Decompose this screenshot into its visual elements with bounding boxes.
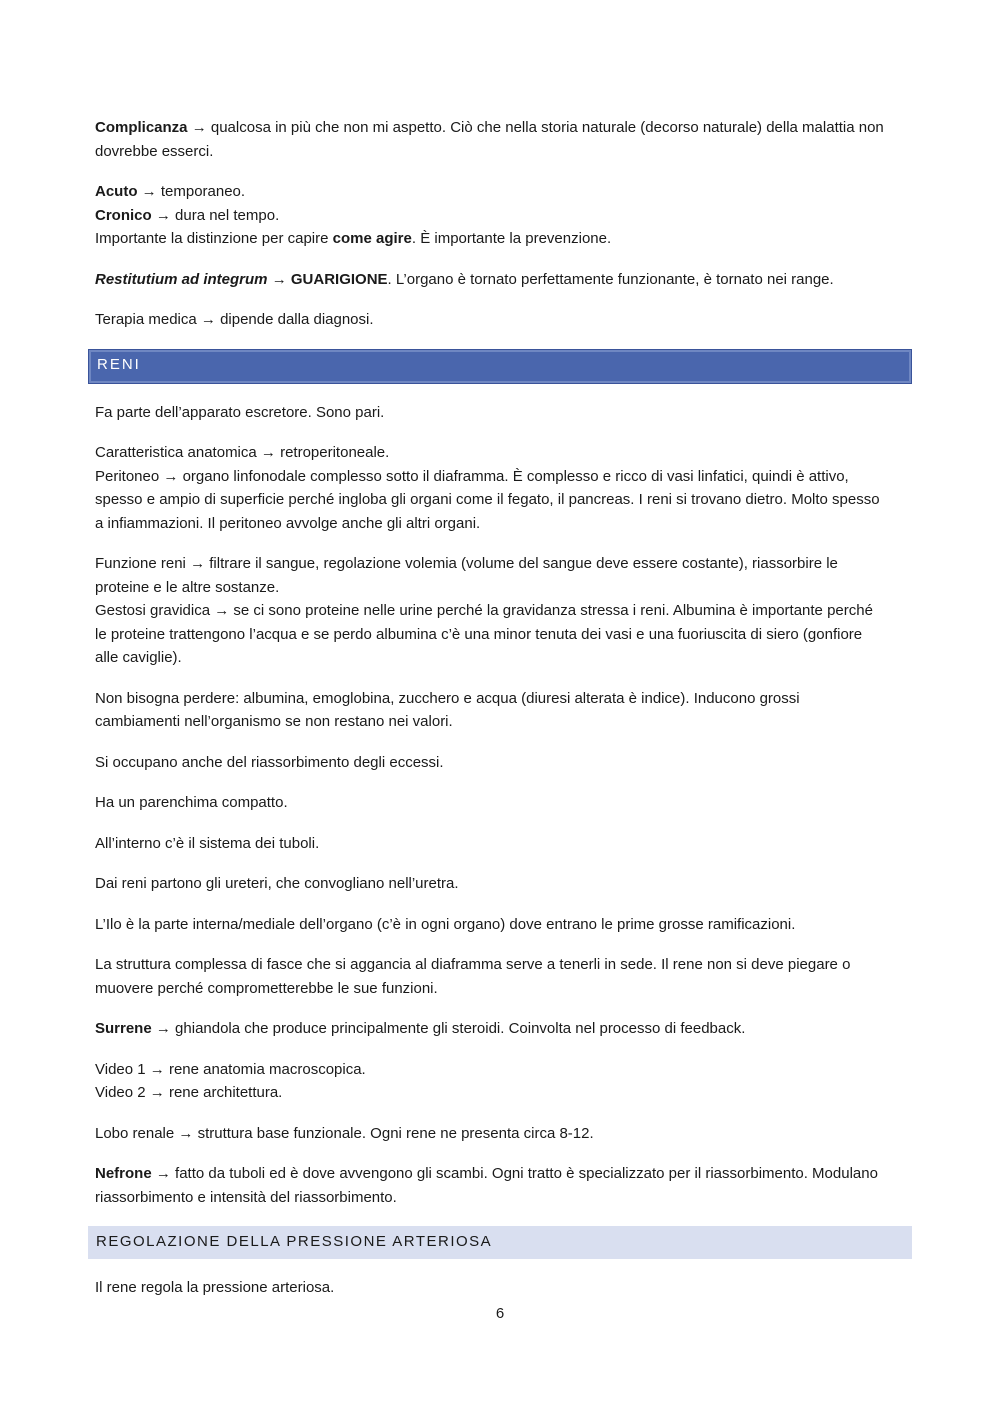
paragraph [95, 687, 905, 734]
arrow-icon: → [190, 555, 206, 572]
term-surrene: Surrene [95, 1020, 152, 1037]
term-nefrone: Nefrone [95, 1165, 152, 1182]
text-span: retroperitoneale. [280, 444, 390, 461]
arrow-icon: → [155, 1020, 171, 1037]
text-span: rene architettura. [168, 1084, 283, 1101]
paragraph [95, 791, 905, 815]
paragraph [95, 832, 905, 856]
arrow-icon: → [178, 1124, 194, 1142]
arrow-icon: → [200, 311, 216, 328]
arrow-icon: → [214, 602, 230, 619]
text-span: organo linfonodale complesso sotto il diaframma. È complesso e ricco di vasi linfatici, quindi è attivo, [182, 467, 849, 485]
text-span: Caratteristica anatomica [95, 444, 257, 461]
text-span: struttura base funzionale. Ogni rene ne presenta circa 8-12. [197, 1124, 594, 1142]
text-span: rene anatomia macroscopica. [168, 1060, 366, 1078]
text-span: filtrare il sangue, regolazione volemia (volume del sangue deve essere costante), riassorbire le [209, 555, 838, 572]
paragraph-funzione [95, 552, 905, 670]
paragraph [95, 401, 905, 425]
distinzione-bold: come agire [332, 230, 412, 247]
text-span: ghiandola che produce principalmente gli steroidi. Coinvolta nel processo di feedback. [175, 1020, 746, 1037]
document-page [95, 116, 905, 1317]
terapia-text-a: Terapia medica [95, 311, 197, 328]
text-line: Fa parte dell’apparato escretore. Sono pari. [95, 403, 385, 421]
text-span: Video 1 [95, 1060, 146, 1078]
paragraph [95, 872, 905, 896]
arrow-icon: → [155, 206, 171, 224]
text-span: Peritoneo [95, 467, 160, 485]
text-line: La struttura complessa di fasce che si aggancia al diaframma serve a tenerli in sede. Il rene non si deve piegare o [95, 956, 851, 973]
paragraph [95, 1276, 905, 1300]
term-complicanza: Complicanza [95, 119, 188, 136]
arrow-icon: → [163, 467, 179, 485]
term-restitutium: Restitutium ad integrum [95, 270, 268, 288]
arrow-icon: → [260, 444, 276, 461]
paragraph [95, 751, 905, 775]
text-span: fatto da tuboli ed è dove avvengono gli scambi. Ogni tratto è specializzato per il riassorbimento. Modulano [175, 1165, 878, 1182]
acuto-text: temporaneo. [160, 183, 246, 200]
cronico-text: dura nel tempo. [175, 206, 280, 224]
distinzione-text-c: . È importante la prevenzione. [411, 230, 612, 247]
paragraph-acuto-cronico [95, 180, 905, 251]
text-span: Funzione reni [95, 555, 186, 572]
text-line: All’interno c’è il sistema dei tuboli. [95, 834, 320, 852]
section-title: RENI [97, 355, 141, 373]
arrow-icon: → [149, 1084, 165, 1101]
text-line: muovere perché comprometterebbe le sue funzioni. [95, 979, 438, 997]
arrow-icon: → [191, 119, 207, 136]
term-guarigione: GUARIGIONE [290, 270, 388, 288]
arrow-icon: → [141, 183, 157, 200]
text-line: proteine e le altre sostanze. [95, 578, 280, 596]
text-line: a infiammazioni. Il peritoneo avvolge anche gli altri organi. [95, 514, 481, 532]
terapia-text-b: dipende dalla diagnosi. [220, 311, 374, 328]
complicanza-text: qualcosa in più che non mi aspetto. Ciò che nella storia naturale (decorso naturale) della malattia non [210, 119, 884, 136]
arrow-icon: → [149, 1060, 165, 1078]
complicanza-text-2: dovrebbe esserci. [95, 142, 214, 160]
text-span: Video 2 [95, 1084, 146, 1101]
term-cronico: Cronico [95, 206, 152, 224]
arrow-icon: → [155, 1165, 171, 1182]
section-heading-reni [88, 349, 912, 384]
text-line: L’Ilo è la parte interna/mediale dell’organo (c’è in ogni organo) dove entrano le prime grosse ramificazioni. [95, 915, 796, 933]
text-line: Dai reni partono gli ureteri, che convogliano nell’uretra. [95, 875, 459, 892]
text-line: Si occupano anche del riassorbimento degli eccessi. [95, 753, 444, 771]
arrow-icon: → [271, 270, 287, 288]
text-line: Il rene regola la pressione arteriosa. [95, 1279, 335, 1296]
paragraph [95, 913, 905, 937]
text-line: riassorbimento e intensità del riassorbimento. [95, 1188, 397, 1206]
paragraph-terapia [95, 308, 905, 332]
text-line: alle caviglie). [95, 649, 182, 666]
paragraph-nefrone [95, 1162, 905, 1209]
section-title: REGOLAZIONE DELLA PRESSIONE ARTERIOSA [96, 1233, 493, 1250]
paragraph-complicanza [95, 116, 905, 163]
paragraph-peritoneo [95, 441, 905, 535]
paragraph-restitutium [95, 268, 905, 292]
text-line: le proteine trattengono l’acqua e se perdo albumina c’è una minor tenuta dei vasi e una fuoriuscita di siero (gonfiore [95, 625, 863, 643]
restitutium-text: . L’organo è tornato perfettamente funzionante, è tornato nei range. [387, 270, 834, 288]
text-line: Non bisogna perdere: albumina, emoglobina, zucchero e acqua (diuresi alterata è indice). Inducono grossi [95, 689, 800, 707]
paragraph-lobo [95, 1122, 905, 1146]
distinzione-text-a: Importante la distinzione per capire [95, 230, 333, 247]
term-acuto: Acuto [95, 183, 138, 200]
page-number: 6 [495, 1305, 505, 1322]
section-heading-pressione [88, 1226, 912, 1259]
text-line: Ha un parenchima compatto. [95, 794, 288, 811]
text-span: Lobo renale [95, 1124, 175, 1142]
paragraph-video [95, 1058, 905, 1105]
text-span: se ci sono proteine nelle urine perché la gravidanza stressa i reni. Albumina è importante perché [233, 602, 873, 619]
paragraph-surrene [95, 1017, 905, 1041]
text-line: cambiamenti nell’organismo se non restano nei valori. [95, 713, 453, 730]
text-line: spesso e ampio di superficie perché ingloba gli organi come il fegato, il pancreas. I reni si trovano dietro. Molto spesso [95, 491, 880, 508]
paragraph [95, 953, 905, 1000]
text-span: Gestosi gravidica [95, 602, 211, 619]
